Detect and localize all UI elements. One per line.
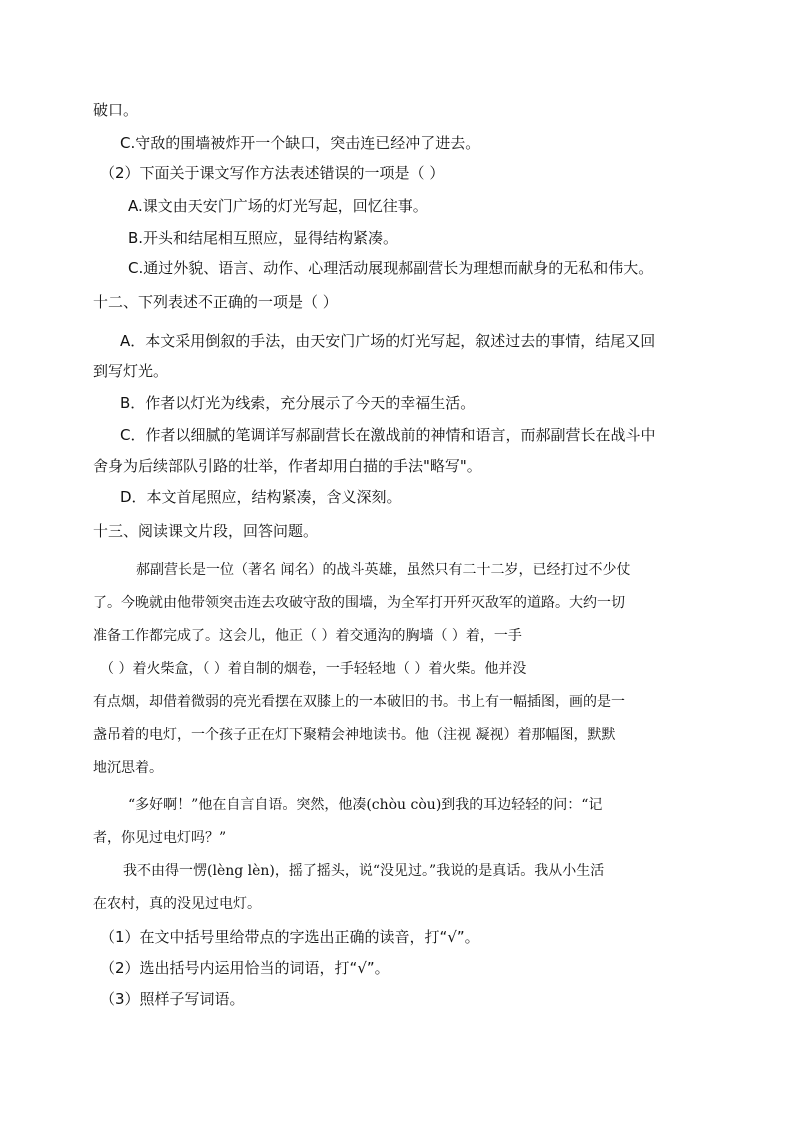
option-c-line: C.守敌的围墙被炸开一个缺口，突击连已经冲了进去。	[120, 134, 481, 152]
question-2-stem: （2）下面关于课文写作方法表述错误的一项是（ ）	[100, 164, 445, 182]
passage-line: “多好啊！”他在自言自语。突然，他凑(chòu còu)到我的耳边轻轻的问：“记	[128, 797, 603, 813]
question-12-option-b: B．作者以灯光为线索，充分展示了今天的幸福生活。	[120, 394, 476, 412]
question-2-option-c: C.通过外貌、语言、动作、心理活动展现郝副营长为理想而献身的无私和伟大。	[128, 259, 654, 277]
passage-line: 地沉思着。	[93, 760, 163, 776]
question-13-sub-2: （2）选出括号内运用恰当的词语，打“√”。	[100, 959, 390, 977]
passage-line: 我不由得一愣(lèng lèn)，摇了摇头，说“没见过。”我说的是真话。我从小生活	[123, 863, 605, 879]
question-12-option-a-line2: 到写灯光。	[93, 362, 169, 380]
question-12-option-c-line2: 舍身为后续部队引路的壮举，作者却用白描的手法"略写"。	[93, 457, 482, 475]
passage-line: 郝副营长是一位（著名 闻名）的战斗英雄，虽然只有二十二岁，已经打过不少仗	[136, 562, 631, 578]
passage-line: 盏吊着的电灯，一个孩子正在灯下聚精会神地读书。他（注视 凝视）着那幅图，默默	[93, 727, 616, 743]
passage-line: 准备工作都完成了。这会儿，他正（ ）着交通沟的胸墙（ ）着，一手	[93, 628, 522, 644]
question-12-stem: 十二、下列表述不正确的一项是（ ）	[93, 293, 338, 311]
question-12-option-c-line1: C．作者以细腻的笔调详写郝副营长在激战前的神情和语言，而郝副营长在战斗中	[120, 426, 656, 444]
question-2-option-b: B.开头和结尾相互照应，显得结构紧凑。	[128, 229, 399, 247]
passage-line: 了。今晚就由他带领突击连去攻破守敌的围墙，为全军打开歼灭敌军的道路。大约一切	[93, 595, 625, 611]
text-line-continuation: 破口。	[93, 101, 139, 119]
question-12-option-d: D．本文首尾照应，结构紧凑，含义深刻。	[120, 488, 402, 506]
question-13-stem: 十三、阅读课文片段，回答问题。	[93, 522, 319, 540]
question-13-sub-3: （3）照样子写词语。	[100, 990, 245, 1008]
question-2-option-a: A.课文由天安门广场的灯光写起，回忆往事。	[128, 197, 428, 215]
passage-line: 在农村，真的没见过电灯。	[93, 896, 261, 912]
question-13-sub-1: （1）在文中括号里给带点的字选出正确的读音，打“√”。	[100, 928, 480, 946]
passage-line: （ ）着火柴盒，（ ）着自制的烟卷，一手轻轻地（ ）着火柴。他并没	[100, 661, 527, 677]
passage-line: 者，你见过电灯吗？”	[93, 830, 227, 846]
question-12-option-a-line1: A．本文采用倒叙的手法，由天安门广场的灯光写起，叙述过去的事情，结尾又回	[120, 332, 656, 350]
passage-line: 有点烟，却借着微弱的亮光看摆在双膝上的一本破旧的书。书上有一幅插图，画的是一	[93, 694, 625, 710]
